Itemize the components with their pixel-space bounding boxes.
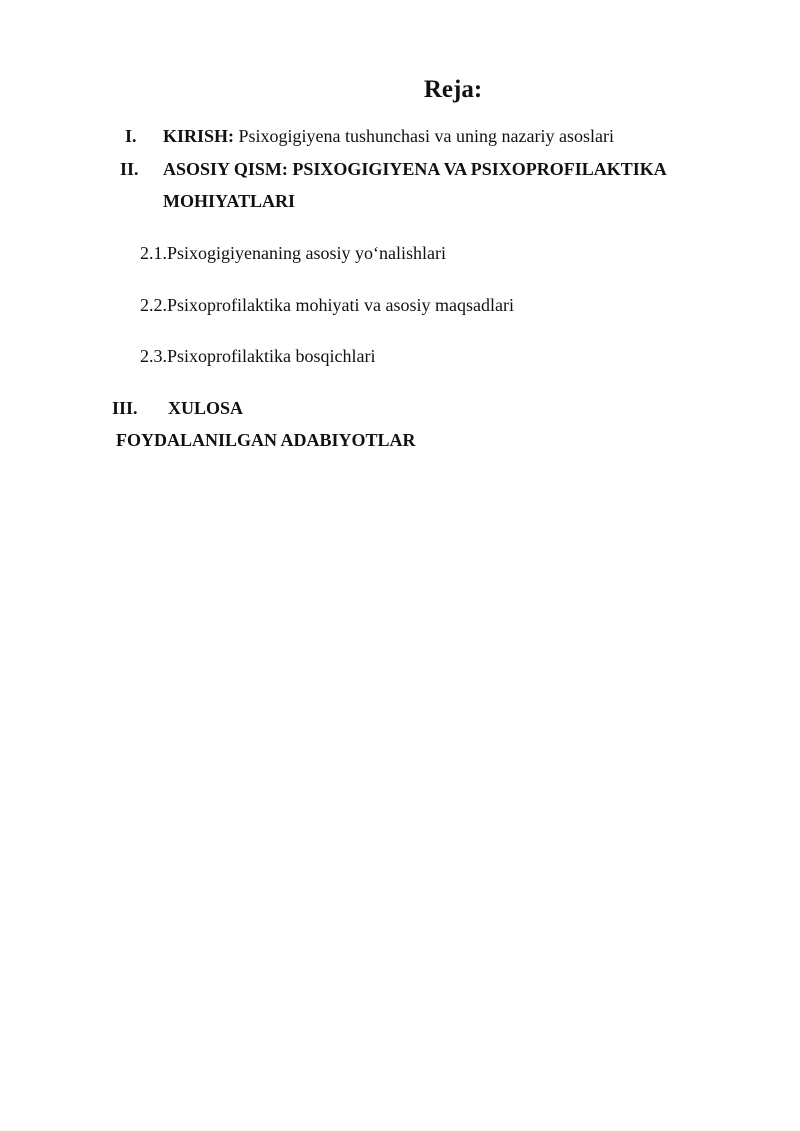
item-xulosa: XULOSA: [168, 398, 244, 418]
page-title: Reja:: [423, 76, 483, 103]
item-kirish: [163, 126, 614, 147]
subitem-2-2: 2.2.Psixoprofilaktika mohiyati va asosiy maqsadlari: [140, 295, 514, 315]
item-asosiy-line1: ASOSIY QISM: PSIXOGIGIYENA VA PSIXOPROFILAKTIKA: [163, 159, 667, 179]
item-kirish-label: KIRISH:: [163, 126, 235, 146]
references-heading: FOYDALANILGAN ADABIYOTLAR: [116, 430, 416, 450]
item-asosiy-line2: MOHIYATLARI: [163, 191, 296, 211]
numeral-1: I.: [125, 126, 137, 146]
subitem-2-1: 2.1.Psixogigiyenaning asosiy yo‘nalishlari: [140, 243, 446, 263]
numeral-2: II.: [120, 159, 139, 179]
item-kirish-text: Psixogigiyena tushunchasi va uning nazariy asoslari: [234, 126, 614, 146]
numeral-3: III.: [112, 398, 138, 418]
subitem-2-3: 2.3.Psixoprofilaktika bosqichlari: [140, 346, 376, 366]
